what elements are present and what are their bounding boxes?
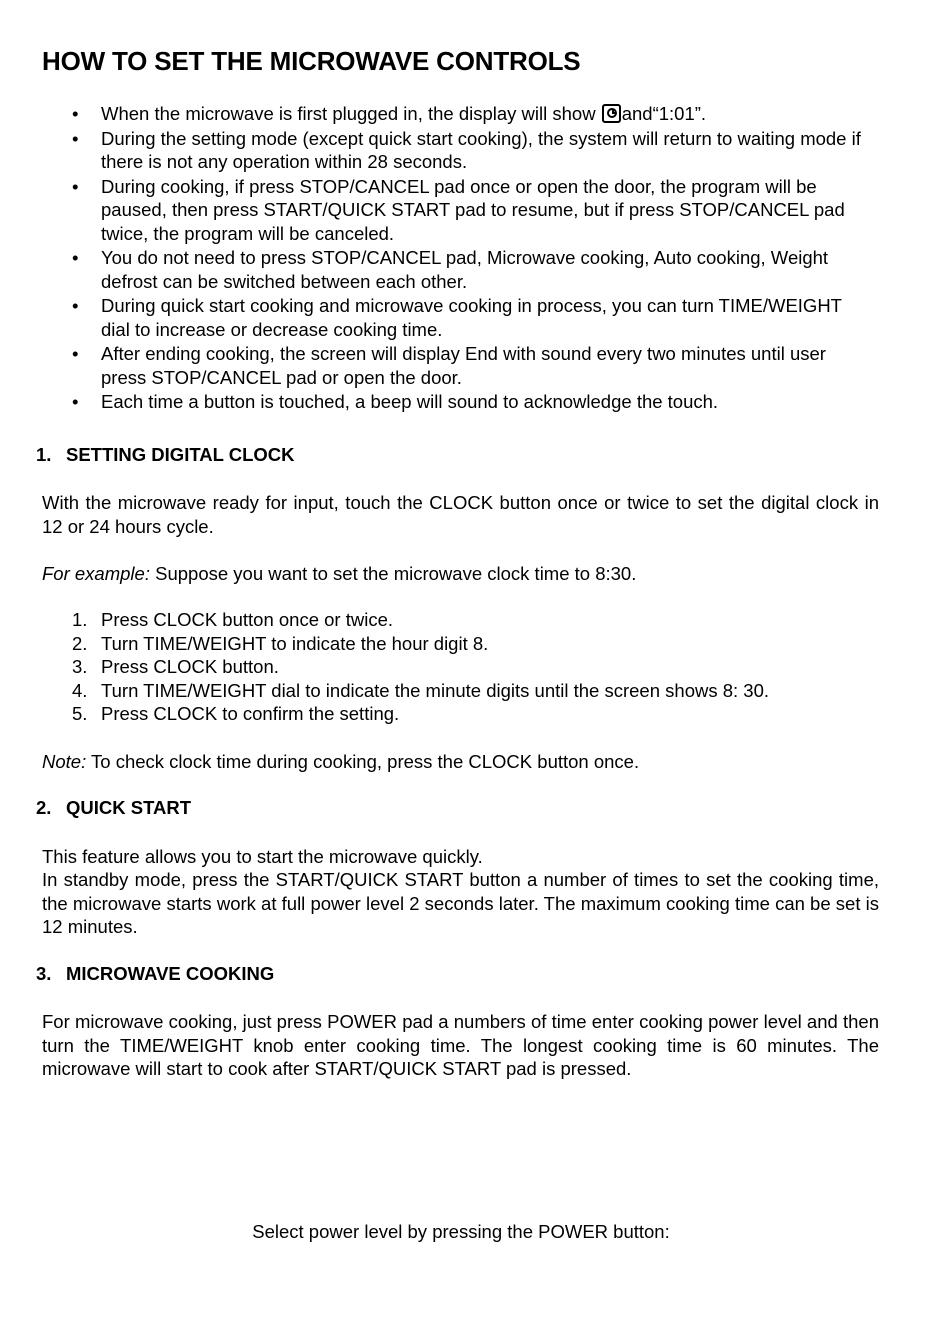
bullet-marker: • <box>72 175 79 197</box>
step-number: 5. <box>72 703 88 724</box>
section-1-example <box>42 562 879 586</box>
list-item <box>0 175 861 246</box>
clock-steps-list <box>0 608 769 726</box>
example-text: Suppose you want to set the microwave clock time to 8:30. <box>149 563 637 584</box>
section-title: QUICK START <box>66 797 192 818</box>
bullet-marker: • <box>72 295 79 316</box>
bullet-text-1a: When the microwave is first plugged in, the display will show <box>101 103 601 124</box>
list-item <box>0 390 861 414</box>
step-number: 1. <box>72 609 88 630</box>
list-item <box>0 655 769 679</box>
step-text: Press CLOCK to confirm the setting. <box>101 703 400 724</box>
page-title: HOW TO SET THE MICROWAVE CONTROLS <box>42 46 581 76</box>
footer-text: Select power level by pressing the POWER button: <box>252 1221 670 1242</box>
bullet-marker: • <box>72 127 79 149</box>
bullet-text-5: During quick start cooking and microwave cooking in process, you can turn TIME/WEIGHT dial to increase or decrease cooking time. <box>101 295 842 340</box>
note-label: Note: <box>42 751 87 772</box>
step-number: 2. <box>72 632 88 654</box>
list-item <box>0 342 861 389</box>
bullet-text-7: Each time a button is touched, a beep will sound to acknowledge the touch. <box>101 391 719 412</box>
list-item <box>0 702 769 726</box>
section-3-text: For microwave cooking, just press POWER pad a numbers of time enter cooking power level and then turn the TIME/WEIGHT knob enter cooking time. The longest cooking time is 60 minutes. The microwave will start to cook after START/QUICK START pad is pressed. <box>42 1011 879 1079</box>
section-title: SETTING DIGITAL CLOCK <box>66 444 295 465</box>
bullet-text-2: During the setting mode (except quick start cooking), the system will return to waiting mode if there is not any operation within 28 seconds. <box>101 127 861 172</box>
bullet-marker: • <box>72 103 79 124</box>
step-text: Turn TIME/WEIGHT dial to indicate the minute digits until the screen shows 8: 30. <box>101 679 770 701</box>
section-number: 2. <box>36 797 52 818</box>
intro-bullet-list <box>0 102 900 415</box>
section-number: 3. <box>36 963 52 984</box>
example-label: For example: <box>42 563 150 584</box>
step-text: Press CLOCK button. <box>101 656 279 677</box>
section-heading-clock <box>36 443 295 467</box>
list-item <box>0 608 769 632</box>
bullet-text-4: You do not need to press STOP/CANCEL pad, Microwave cooking, Auto cooking, Weight defrost can be switched between each other. <box>101 247 829 292</box>
note-text: To check clock time during cooking, press the CLOCK button once. <box>86 751 640 772</box>
section-1-intro: With the microwave ready for input, touch the CLOCK button once or twice to set the digital clock in 12 or 24 hours cycle. <box>42 492 879 537</box>
bullet-marker: • <box>72 391 79 412</box>
list-item <box>0 127 861 174</box>
step-text: Press CLOCK button once or twice. <box>101 609 394 630</box>
section-heading-quick-start <box>36 796 191 820</box>
section-2-line-1: This feature allows you to start the microwave quickly. <box>42 846 483 867</box>
bullet-text-1b: and“1:01”. <box>621 103 707 124</box>
section-2-line-2: In standby mode, press the START/QUICK START button a number of times to set the cooking time, the microwave starts work at full power level 2 seconds later. The maximum cooking time can be set is 12 minutes. <box>42 869 879 937</box>
bullet-marker: • <box>72 247 79 268</box>
section-title: MICROWAVE COOKING <box>66 963 275 984</box>
clock-icon <box>602 104 621 123</box>
list-item <box>0 294 861 341</box>
section-heading-microwave-cooking <box>36 962 274 986</box>
step-number: 4. <box>72 679 88 701</box>
list-item <box>0 246 861 293</box>
bullet-text-3: During cooking, if press STOP/CANCEL pad once or open the door, the program will be paused, then press START/QUICK START pad to resume, but if press STOP/CANCEL pad twice, the program will be canceled. <box>101 175 845 244</box>
list-item <box>0 102 861 126</box>
bullet-marker: • <box>72 343 79 364</box>
list-item <box>0 632 769 656</box>
list-item <box>0 679 769 703</box>
step-number: 3. <box>72 656 88 677</box>
step-text: Turn TIME/WEIGHT to indicate the hour digit 8. <box>101 632 489 654</box>
section-1-note <box>42 750 879 774</box>
section-number: 1. <box>36 444 52 465</box>
bullet-text-6: After ending cooking, the screen will display End with sound every two minutes until user press STOP/CANCEL pad or open the door. <box>101 343 826 388</box>
